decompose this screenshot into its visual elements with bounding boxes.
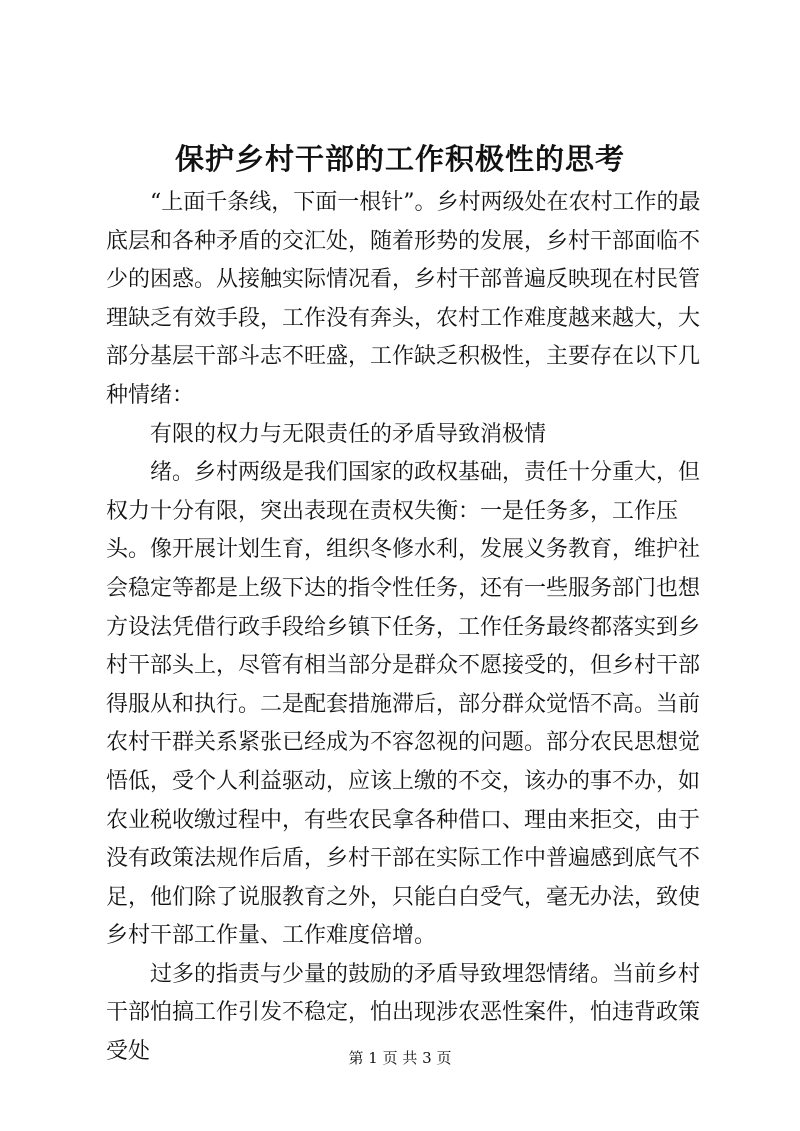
paragraph-excessive-blame: 过多的指责与少量的鼓励的矛盾导致埋怨情绪。当前乡村干部怕搞工作引发不稳定，怕出现涉农恶性案件，怕违背政策受处 (106, 961, 701, 1065)
document-body (106, 184, 712, 1072)
page-footer: 第 1 页 共 3 页 (348, 1049, 452, 1067)
paragraph-limited-power-detail: 绪。乡村两级是我们国家的政权基础，责任十分重大，但权力十分有限，突出表现在责权失衡：一是任务多，工作压头。像开展计划生育，组织冬修水利，发展义务教育，维护社会稳定等都是上级下达的指令性任务，还有一些服务部门也想方设法凭借行政手段给乡镇下任务，工作任务最终都落实到乡村干部头上，尽管有相当部分是群众不愿接受的，但乡村干部得服从和执行。二是配套措施滞后，部分群众觉悟不高。当前农村干群关系紧张已经成为不容忽视的问题。部分农民思想觉悟低，受个人利益驱动，应该上缴的不交，该办的事不办，如农业税收缴过程中，有些农民拿各种借口、理由来拒交，由于没有政策法规作后盾，乡村干部在实际工作中普遍感到底气不足，他们除了说服教育之外，只能白白受气，毫无办法，致使乡村干部工作量、工作难度倍增。 (106, 460, 701, 949)
document-title: 保护乡村干部的工作积极性的思考 (174, 142, 625, 176)
paragraph-heading-limited-power: 有限的权力与无限责任的矛盾导致消极情 (150, 421, 547, 447)
paragraph-intro: “上面千条线，下面一根针”。乡村两级处在农村工作的最底层和各种矛盾的交汇处，随着形势的发展，乡村干部面临不少的困惑。从接触实际情况看，乡村干部普遍反映现在村民管理缺乏有效手段，工作没有奔头，农村工作难度越来越大，大部分基层干部斗志不旺盛，工作缺乏积极性，主要存在以下几种情绪： (106, 190, 701, 408)
